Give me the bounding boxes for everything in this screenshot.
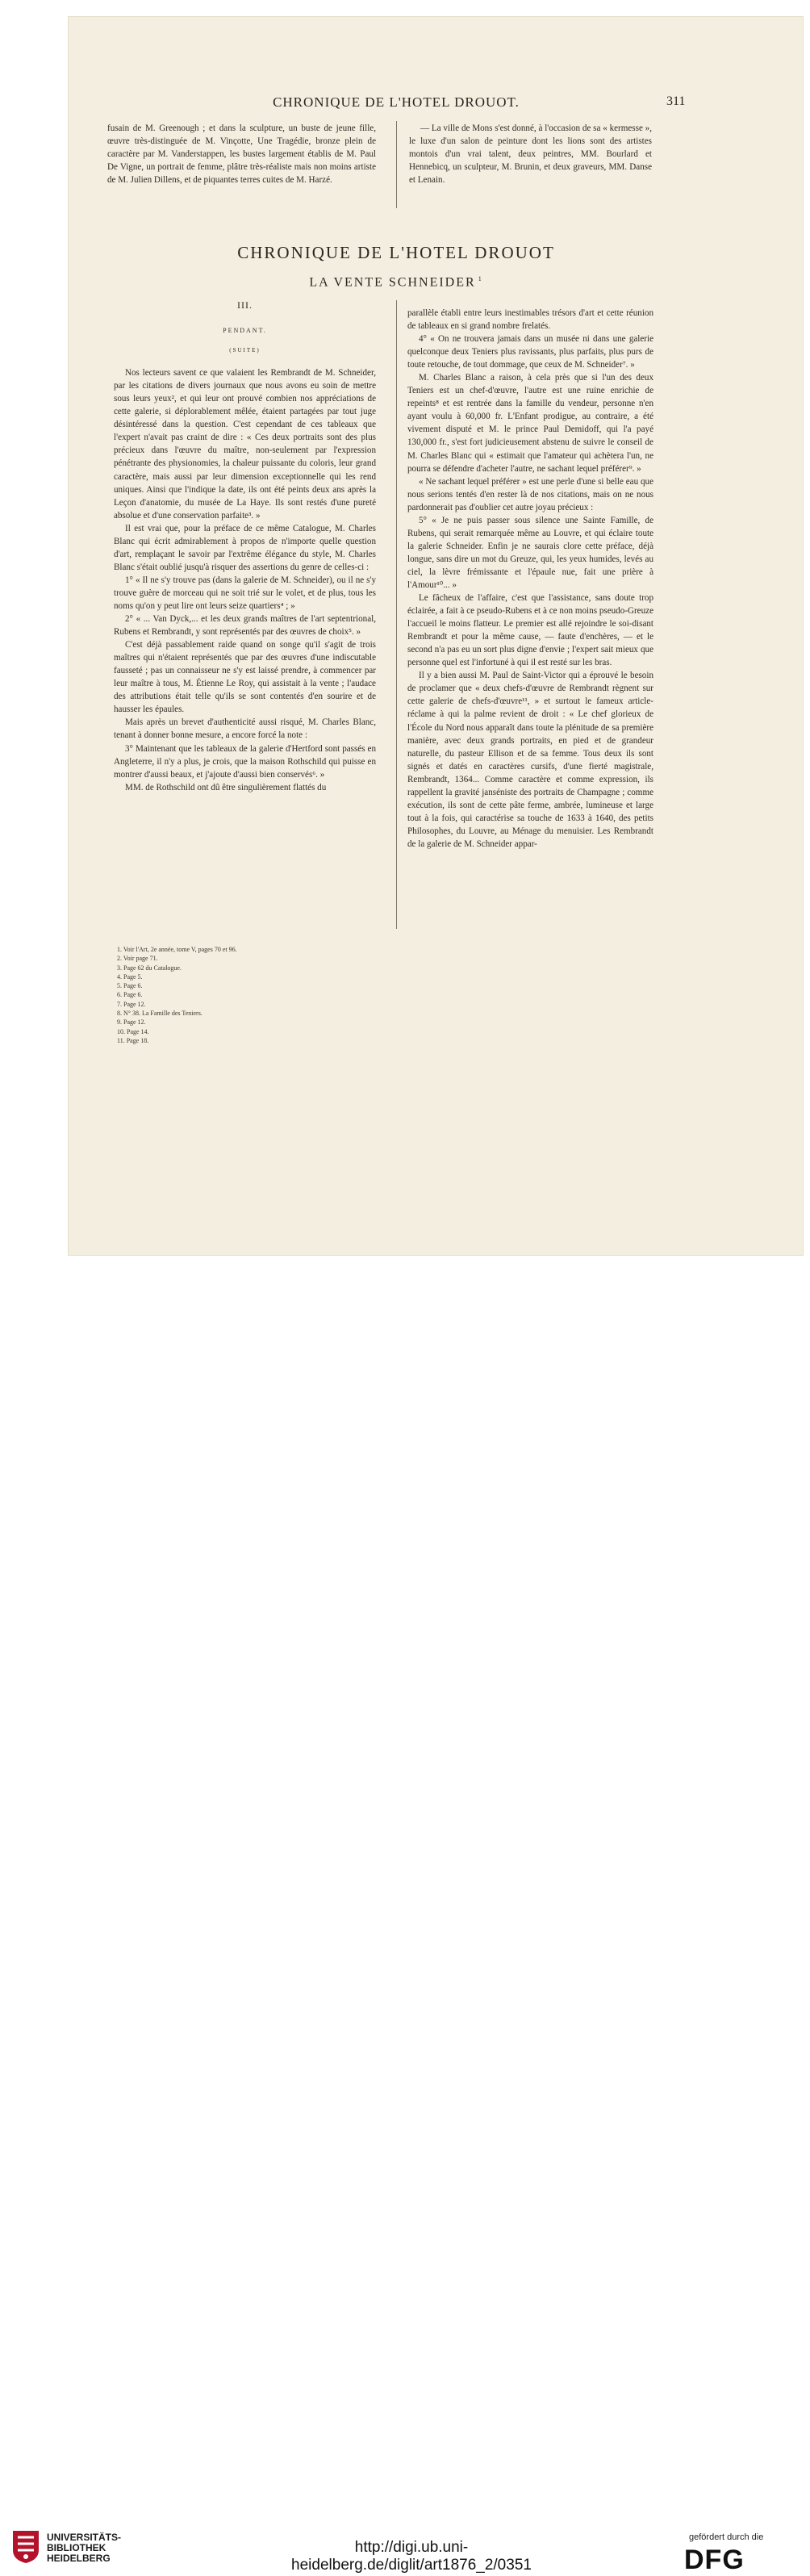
footnote: 11. Page 18.: [117, 1036, 149, 1044]
dfg-logo: DFG: [684, 2545, 745, 2575]
digitization-footer: [0, 1259, 810, 2575]
footnote: 5. Page 6.: [117, 982, 143, 990]
footnote: 3. Page 62 du Catalogue.: [117, 964, 182, 972]
left-paragraph-3: 1° « Il ne s'y trouve pas (dans la galerie de M. Schneider), ou il ne s'y trouve guère de morceau qui ne soit trié sur le volet, et de plus, tous les noms qu'on y peut lire ont leurs seize quartiers⁴ ; »: [114, 575, 376, 611]
right-paragraph-7: Il y a bien aussi M. Paul de Saint-Victor qui a éprouvé le besoin de proclamer que « deux chefs-d'œuvre de Rembrandt règnent sur cette galerie de chefs-d'œuvre¹¹, » et surtout le fameux article-réclame à qui la palme revient de droit : « Le chef glorieux de l'École du Nord nous apparaît dans toute la plénitude de sa première manière, avec deux grands portraits, en pied et de grandeur naturelle, du pasteur Ellison et de sa femme. Tous deux ils sont signés et datés en caractères cursifs, d'une fierté magistrale, Rembrandt, 1364... Comme caractère et comme expression, ils rappellent la gravité janséniste des portraits de Champagne ; comme exécution, ils sont de cette pâte ferme, ambrée, lumineuse et large tout à la fois, qui caractérise sa touche de 1633 à 1640, des petits Philosophes, du Louvre, au Ménage du menuisier. Les Rembrandt de la galerie de M. Schneider appar-: [407, 671, 653, 849]
main-column-divider: [396, 300, 397, 929]
left-column: [114, 299, 376, 794]
source-url[interactable]: http://digi.ub.uni-heidelberg.de/diglit/art1876_2/0351: [291, 2539, 532, 2574]
top-column-divider: [396, 121, 397, 208]
section-title: PENDANT.: [223, 327, 267, 335]
running-title: CHRONIQUE DE L'HOTEL DROUOT.: [273, 94, 520, 110]
footnote: 7. Page 12.: [117, 1000, 146, 1008]
left-paragraph-7: 3° Maintenant que les tableaux de la galerie d'Hertford sont passés en Angleterre, il n'y a plus, je crois, que la maison Rothschild qui puisse en montrer d'aussi beaux, et j'ajoute d'aussi bien conservés⁶. »: [114, 743, 376, 780]
subtitle-text: LA VENTE SCHNEIDER: [309, 275, 476, 290]
institution-line: BIBLIOTHEK: [47, 2542, 106, 2553]
left-paragraph-6: Mais après un brevet d'authenticité aussi risqué, M. Charles Blanc, tenant à donner bonne mesure, a encore forcé la note :: [114, 717, 376, 741]
section-number: III.: [237, 299, 253, 311]
footnote: 2. Voir page 71.: [117, 955, 158, 963]
right-paragraph-4: « Ne sachant lequel préférer » est une perle d'une si belle eau que nous serions tentés d'en rester là de nos citations, mais on ne nous pardonnerait pas d'oublier cet autre joyau précieux :: [407, 476, 653, 512]
subtitle-note-ref: 1: [478, 275, 483, 282]
left-paragraph-8: MM. de Rothschild ont dû être singulièrement flattés du: [125, 782, 327, 792]
right-paragraph-2: 4° « On ne trouvera jamais dans un musée ni dans une galerie quelconque deux Teniers plus ravissants, plus parfaits, plus purs de toute retouche, de tout dommage, que ceux de M. Schneider⁷. »: [407, 334, 653, 370]
footnote: 4. Page 5.: [117, 972, 143, 981]
top-right-column: [409, 122, 652, 186]
top-left-paragraph: fusain de M. Greenough ; et dans la sculpture, un buste de jeune fille, œuvre très-distinguée de M. Vinçotte, Une Tragédie, bronze plein de caractère par M. Vanderstappen, les bustes largement établis de M. Paul De Vigne, un portrait de femme, plâtre très-réaliste mais non moins artiste de M. Julien Dillens, et de piquantes terres cuites de M. Harzé.: [107, 123, 376, 186]
right-paragraph-6: Le fâcheux de l'affaire, c'est que l'assistance, sans doute trop éclairée, a fait à ce pseudo-Rubens et à ce non moins pseudo-Greuze l'accueil le moins flatteur. Le premier est allé rejoindre le soi-disant Rembrandt et pour la même cause, — faute d'enchères, — et le second n'a pas eu un sort plus digne d'envie ; l'expert sait mieux que personne quel est l'infortuné à qui il est resté sur les bras.: [407, 593, 653, 668]
section-suite: (SUITE): [229, 347, 261, 354]
institution-line: HEIDELBERG: [47, 2553, 111, 2564]
right-paragraph-5: 5° « Je ne puis passer sous silence une Sainte Famille, de Rubens, qui serait remarquée même au Louvre, et qui éclaire toute la galerie Schneider. Enfin je ne saurais clore cette préface, déjà longue, sans dire un mot du Greuze, qui, les yeux humides, levés au ciel, la lèvre frémissante et l'épaule nue, fait une prière à l'Amour¹⁰... »: [407, 515, 653, 590]
footnote: 10. Page 14.: [117, 1027, 149, 1035]
article-title: CHRONIQUE DE L'HOTEL DROUOT: [237, 243, 555, 262]
institution-name: [47, 2532, 121, 2564]
left-paragraph-2: Il est vrai que, pour la préface de ce même Catalogue, M. Charles Blanc qui écrit admirablement à propos de n'importe quelle question d'art, remplaçant le savoir par l'extrême élégance du style, M. Charles Blanc s'était oublié jusqu'à risquer des assertions du genre de celles-ci :: [114, 523, 376, 572]
footnote: 6. Page 6.: [117, 991, 143, 999]
footnote: 1. Voir l'Art, 2e année, tome V, pages 70 et 96.: [117, 946, 237, 953]
scan-area: [0, 0, 810, 1259]
article-subtitle: [79, 275, 713, 290]
right-column: [407, 307, 653, 851]
footnotes: [117, 945, 237, 1045]
left-paragraph-5: C'est déjà passablement raide quand on songe qu'il s'agit de trois maîtres qui n'étaient représentés que par des œuvres d'une indiscutable fausseté ; pas un connaisseur ne s'y est laissé prendre, à commencer par leur maître à tous, M. Étienne Le Roy, qui assistait à la vente ; l'audace des attributions était telle qu'ils se sont contentés d'en sourire et de hausser les épaules.: [114, 640, 376, 715]
footnote: 9. Page 12.: [117, 1018, 146, 1027]
institution-line: UNIVERSITÄTS-: [47, 2532, 122, 2543]
footnote: 8. N° 38. La Famille des Teniers.: [117, 1010, 202, 1018]
top-right-paragraph: — La ville de Mons s'est donné, à l'occasion de sa « kermesse », le luxe d'un salon de peinture dont les lions sont des artistes montois d'un vrai talent, deux peintres, MM. Bourlard et Hennebicq, un sculpteur, M. Brunin, et deux graveurs, MM. Danse et Lenain.: [409, 123, 652, 186]
top-left-column: [107, 122, 376, 186]
right-paragraph-1: parallèle établi entre leurs inestimables trésors d'art et cette réunion de tableaux en si grand nombre frelatés.: [407, 308, 653, 332]
page-number: 311: [666, 94, 686, 108]
left-paragraph-1: Nos lecteurs savent ce que valaient les Rembrandt de M. Schneider, par les citations de divers journaux que nous avons eu soin de mettre sous leurs yeux², et qui leur ont prouvé combien nos appréciations de cette galerie, si déplorablement mêlée, étaient partagées par tout juge désintéressé dans la question. C'est cependant de ces tableaux que l'expert n'avait pas craint de dire : « Ces deux portraits sont des plus précieux dans l'œuvre du maître, non-seulement par l'expression pénétrante des physionomies, la chaleur puissante du coloris, leur grand caractère, mais aussi par leur dimension exceptionnelle qui les rend uniques. Ainsi que l'indique la date, ils ont été peints deux ans après la Leçon d'anatomie, du musée de La Haye. Ils sont restés d'une pureté absolue et d'une conservation parfaite³. »: [114, 368, 376, 521]
university-seal-icon: [10, 2529, 42, 2565]
left-paragraph-4: 2° « ... Van Dyck,... et les deux grands maîtres de l'art septentrional, Rubens et Rembrandt, y sont représentés par des œuvres de choix⁵. »: [114, 614, 376, 638]
funded-label: gefördert durch die: [689, 2532, 764, 2542]
right-paragraph-3: M. Charles Blanc a raison, à cela près que si l'un des deux Teniers est un chef-d'œuvre, l'autre est une ruine enrichie de repeints⁸ et est rentrée dans la famille du vendeur, personne n'en ayant voulu à 60,000 fr. L'Enfant prodigue, au contraire, a été vivement disputé et M. le prince Paul Demidoff, qui l'a payé 130,000 fr., s'est fort judicieusement abstenu de suivre le conseil de M. Charles Blanc qui « estimait que l'amateur qui achètera l'un, ne pourra se défendre d'acheter l'autre, ne sachant lequel préférer⁹. »: [407, 373, 653, 474]
